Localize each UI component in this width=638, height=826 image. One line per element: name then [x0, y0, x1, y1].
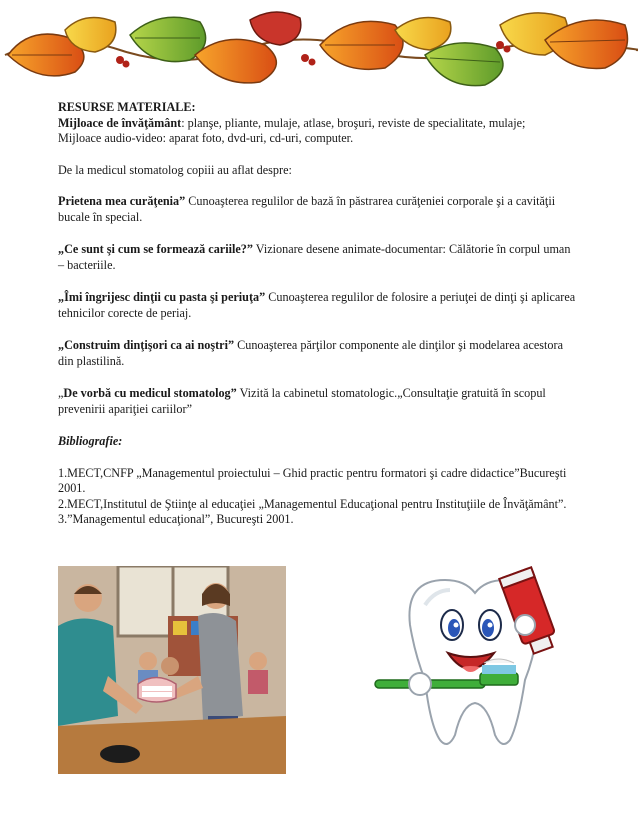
- bibliography-heading: Bibliografie:: [58, 434, 123, 448]
- cartoon-tooth-illustration: [370, 565, 570, 755]
- leaf-icon: [250, 12, 301, 45]
- topic-text: Vizionare desene animate-documentar: Călătorie în corpul uman – bacteriile.: [58, 242, 571, 272]
- topic-text: Cunoaşterea părţilor componente ale dinţilor şi modelarea acestora din plastilină.: [58, 338, 563, 368]
- topic-text: Cunoaşterea regulilor de bază în păstrarea curăţeniei corporale şi a cavităţii bucale în special.: [58, 194, 556, 224]
- topic-text: Vizită la cabinetul stomatologic.„Consultaţie gratuită în scopul prevenirii apariţiei cariilor”: [58, 386, 546, 416]
- topic-text: Cunoaşterea regulilor de folosire a periuţei de dinţi şi aplicarea tehnicilor corecte de periaj.: [58, 290, 576, 320]
- mijloace-label: Mijloace de învăţământ: [58, 115, 182, 130]
- section-title: RESURSE MATERIALE:: [58, 100, 196, 114]
- autumn-leaf-border: [0, 0, 638, 95]
- bibliography-item: 1.MECT,CNFP „Managementul proiectului – Ghid practic pentru formatori şi cadre didactice”Bucureşti 2001.: [58, 465, 567, 495]
- topic-paragraph: [58, 290, 578, 321]
- leaf-icon: [195, 39, 276, 83]
- bibliography-item: 3.”Managementul educaţional”, Bucureşti 2001.: [58, 512, 294, 526]
- audio-video-line: Mijloace audio-video: aparat foto, dvd-uri, cd-uri, computer.: [58, 131, 354, 145]
- topic-title: „Îmi îngrijesc dinţii cu pasta şi periuţa”: [58, 290, 266, 304]
- topic-prefix: „: [58, 386, 64, 400]
- mijloace-text: : planşe, pliante, mulaje, atlase, broşuri, reviste de specialitate, mulaje;: [181, 115, 526, 130]
- intro-line: De la medicul stomatolog copiii au aflat despre:: [58, 162, 292, 177]
- document-body: [58, 100, 578, 528]
- dentist-visit-photo: [58, 566, 286, 774]
- topic-title: „Ce sunt şi cum se formează cariile?”: [58, 242, 253, 256]
- leaf-icon: [320, 21, 403, 69]
- topic-title: De vorbă cu medicul stomatolog”: [63, 386, 237, 400]
- mijloace-line: [58, 116, 578, 132]
- topic-paragraph: [58, 386, 578, 417]
- bibliography-item: 2.MECT,Institutul de Ştiinţe al educaţiei „Managementul Educaţional pentru Instituţiile de Învăţământ”.: [58, 496, 567, 511]
- topic-paragraph: [58, 194, 578, 225]
- leaf-icon: [425, 43, 503, 86]
- topic-title: Prietena mea curăţenia”: [58, 194, 186, 208]
- topic-paragraph: [58, 242, 578, 273]
- topic-title: „Construim dinţişori ca ai noştri”: [58, 338, 235, 352]
- topic-paragraph: [58, 338, 578, 369]
